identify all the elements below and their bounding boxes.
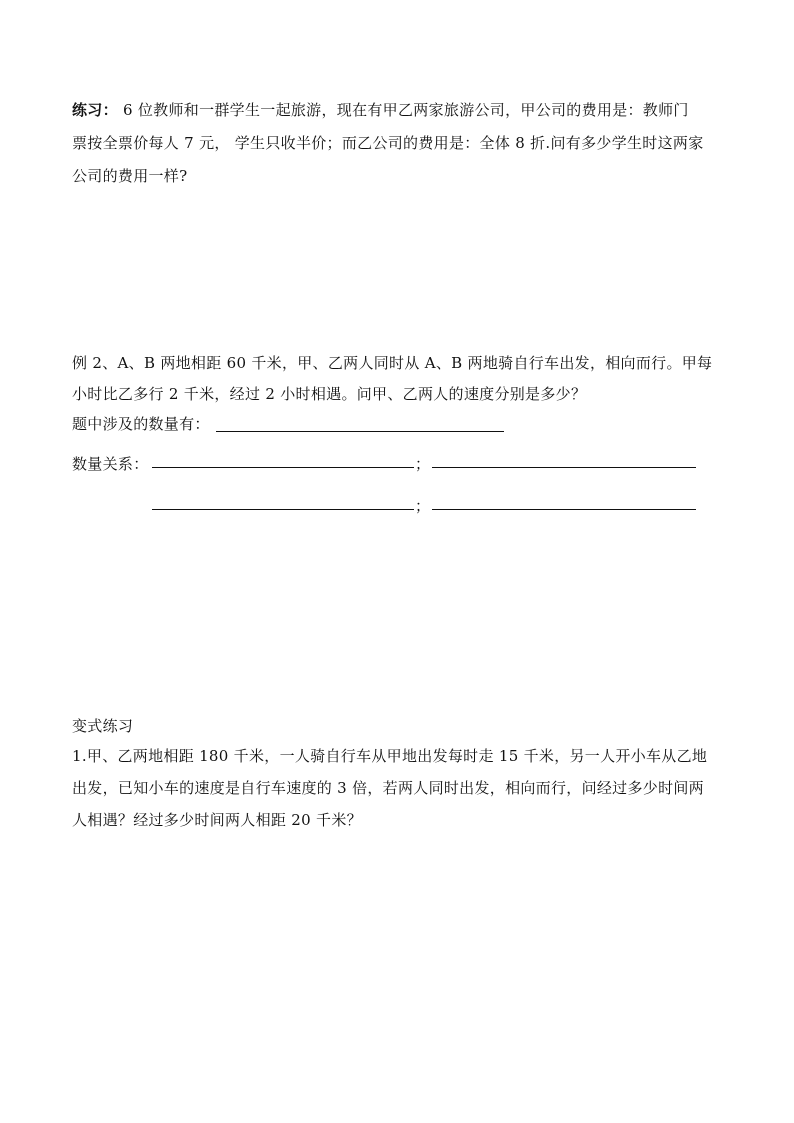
- practice-line-2: 票按全票价每人 7 元， 学生只收半价；而乙公司的费用是：全体 8 折.问有多少学生时这两家: [72, 134, 704, 152]
- quantities-blank[interactable]: [216, 431, 504, 432]
- variant-line-3: 人相遇？经过多少时间两人相距 20 千米？: [72, 811, 362, 829]
- relation-separator-2: ；: [415, 497, 431, 515]
- example2-line-1: 例 2、A、B 两地相距 60 千米，甲、乙两人同时从 A、B 两地骑自行车出发，相向而行。甲每: [72, 354, 713, 372]
- relation-blank-2[interactable]: [432, 467, 696, 468]
- relation-blank-4[interactable]: [432, 509, 696, 510]
- relation-blank-1[interactable]: [152, 467, 414, 468]
- relations-label: 数量关系：: [72, 455, 149, 473]
- variant-line-2: 出发，已知小车的速度是自行车速度的 3 倍，若两人同时出发，相向而行，问经过多少时间两: [72, 779, 704, 797]
- practice-line-1: [72, 100, 689, 120]
- example2-line-2: 小时比乙多行 2 千米，经过 2 小时相遇。问甲、乙两人的速度分别是多少？: [72, 385, 587, 403]
- relation-blank-3[interactable]: [152, 509, 414, 510]
- variant-heading: 变式练习: [72, 717, 134, 735]
- quantities-label: 题中涉及的数量有：: [72, 415, 210, 433]
- practice-line-3: 公司的费用一样?: [72, 167, 188, 185]
- variant-line-1: 1.甲、乙两地相距 180 千米，一人骑自行车从甲地出发每时走 15 千米，另一人开小车从乙地: [72, 747, 708, 765]
- relation-separator-1: ；: [415, 455, 431, 473]
- practice-text-1: 6 位教师和一群学生一起旅游，现在有甲乙两家旅游公司，甲公司的费用是：教师门: [117, 101, 689, 119]
- practice-label: 练习：: [72, 101, 118, 119]
